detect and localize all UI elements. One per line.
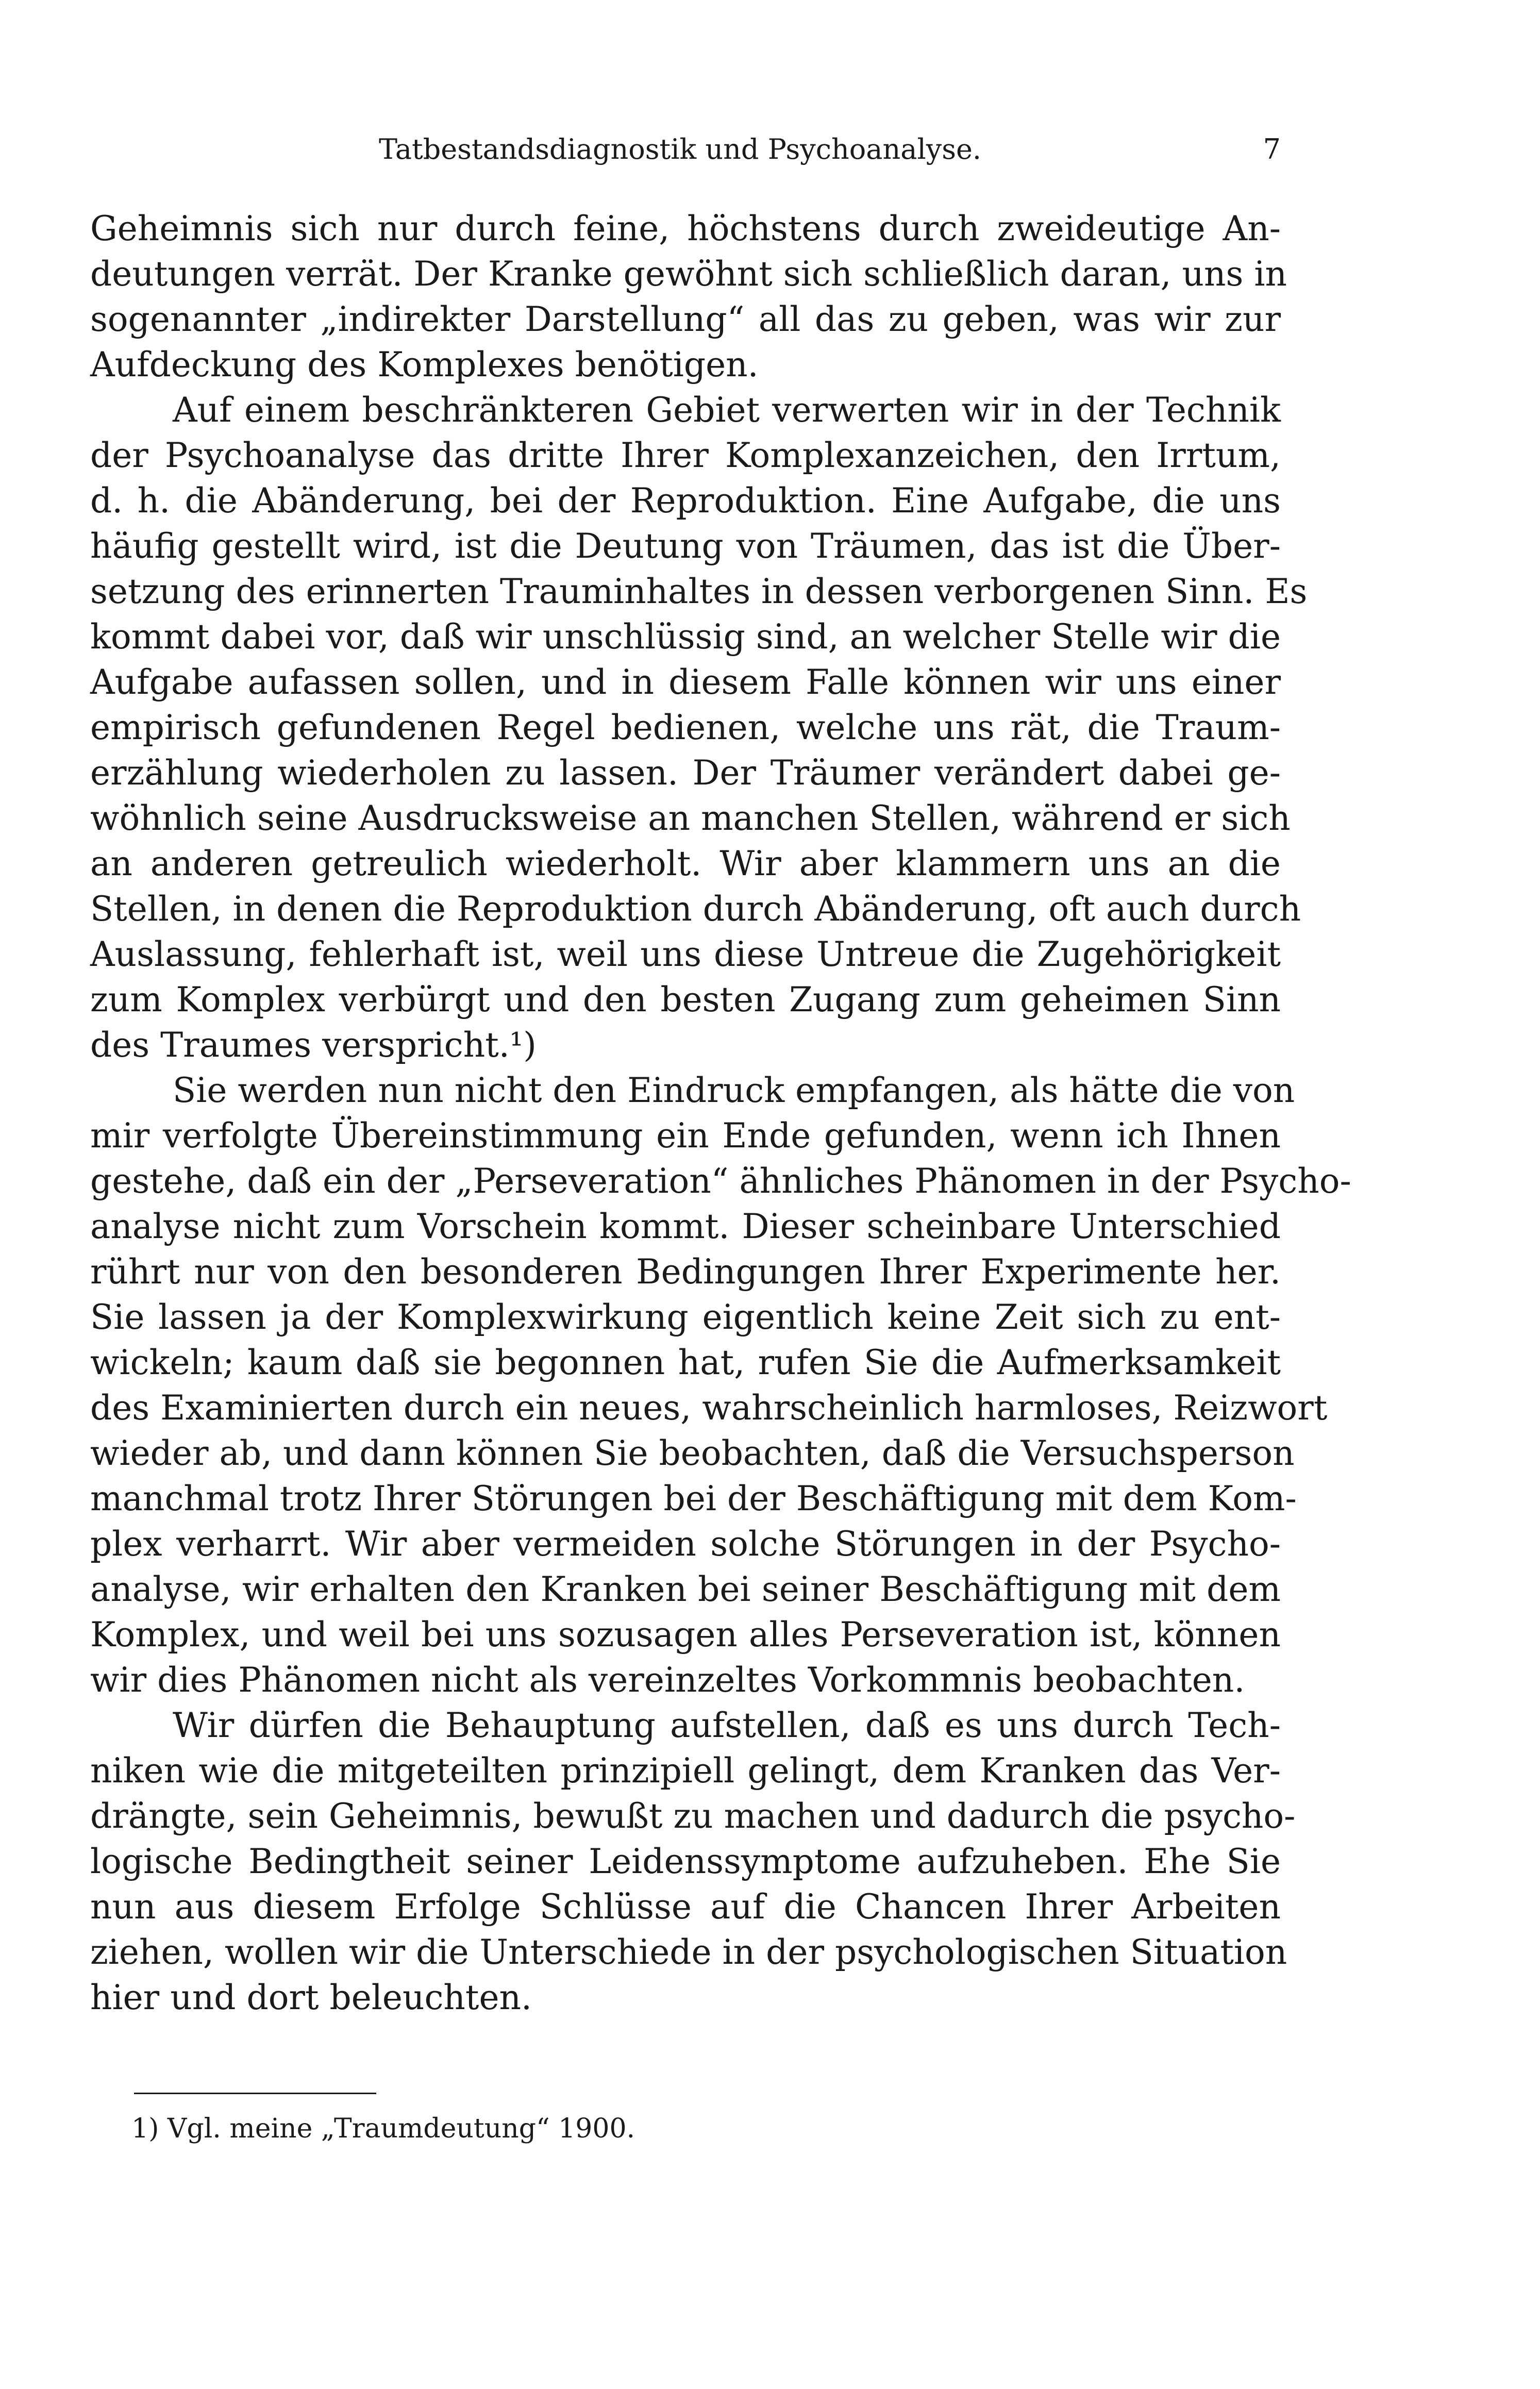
text-line: hier und dort beleuchten. xyxy=(90,1978,532,2017)
page-number: 7 xyxy=(1263,133,1281,165)
text-line: des Examinierten durch ein neues, wahrscheinlich harmloses, Reizwort xyxy=(90,1388,1328,1428)
text-line: zum Komplex verbürgt und den besten Zugang zum geheimen Sinn xyxy=(90,980,1281,1020)
text-line: manchmal trotz Ihrer Störungen bei der Beschäftigung mit dem Kom- xyxy=(90,1479,1297,1518)
text-line: Aufdeckung des Komplexes benötigen. xyxy=(90,345,759,385)
text-line: sogenannter „indirekter Darstellung“ all das zu geben, was wir zur xyxy=(90,299,1281,339)
footnote: 1) Vgl. meine „Traumdeutung“ 1900. xyxy=(131,2113,635,2144)
text-line: nun aus diesem Erfolge Schlüsse auf die Chancen Ihrer Arbeiten xyxy=(90,1887,1281,1927)
text-line: Komplex, und weil bei uns sozusagen alles Perseveration ist, können xyxy=(90,1615,1281,1655)
text-line: Sie werden nun nicht den Eindruck empfangen, als hätte die von xyxy=(173,1071,1295,1110)
text-line: wir dies Phänomen nicht als vereinzeltes Vorkommnis beobachten. xyxy=(90,1660,1245,1700)
body-text xyxy=(90,206,1351,2020)
text-line: Geheimnis sich nur durch feine, höchstens durch zweideutige An- xyxy=(90,209,1281,248)
text-line: Sie lassen ja der Komplexwirkung eigentlich keine Zeit sich zu ent- xyxy=(90,1297,1281,1337)
text-line: logische Bedingtheit seiner Leidenssymptome aufzuheben. Ehe Sie xyxy=(90,1842,1281,1881)
text-line: setzung des erinnerten Trauminhaltes in dessen verborgenen Sinn. Es xyxy=(90,572,1308,611)
text-line: empirisch gefundenen Regel bedienen, welche uns rät, die Traum- xyxy=(90,708,1281,747)
text-line: kommt dabei vor, daß wir unschlüssig sind, an welcher Stelle wir die xyxy=(90,617,1281,657)
running-header xyxy=(90,124,1281,175)
text-line: des Traumes verspricht.¹) xyxy=(90,1025,537,1065)
running-title: Tatbestandsdiagnostik und Psychoanalyse. xyxy=(379,133,982,165)
text-line: wieder ab, und dann können Sie beobachten, daß die Versuchsperson xyxy=(90,1433,1295,1473)
text-line: Wir dürfen die Behauptung aufstellen, daß es uns durch Tech- xyxy=(173,1706,1281,1745)
text-line: Stellen, in denen die Reproduktion durch Abänderung, oft auch durch xyxy=(90,889,1301,929)
text-line: analyse nicht zum Vorschein kommt. Dieser scheinbare Unterschied xyxy=(90,1207,1281,1246)
text-line: d. h. die Abänderung, bei der Reproduktion. Eine Aufgabe, die uns xyxy=(90,481,1281,521)
text-line: mir verfolgte Übereinstimmung ein Ende gefunden, wenn ich Ihnen xyxy=(90,1116,1281,1156)
text-line: drängte, sein Geheimnis, bewußt zu machen und dadurch die psycho- xyxy=(90,1796,1296,1836)
text-line: häufig gestellt wird, ist die Deutung von Träumen, das ist die Über- xyxy=(90,526,1281,566)
text-line: Auf einem beschränkteren Gebiet verwerten wir in der Technik xyxy=(173,390,1281,430)
text-line: wickeln; kaum daß sie begonnen hat, rufen Sie die Aufmerksamkeit xyxy=(90,1343,1281,1382)
text-line: deutungen verrät. Der Kranke gewöhnt sich schließlich daran, uns in xyxy=(90,254,1287,294)
text-line: gestehe, daß ein der „Perseveration“ ähnliches Phänomen in der Psycho- xyxy=(90,1161,1351,1201)
text-line: Auslassung, fehlerhaft ist, weil uns diese Untreue die Zugehörigkeit xyxy=(90,934,1281,974)
text-line: erzählung wiederholen zu lassen. Der Träumer verändert dabei ge- xyxy=(90,753,1281,793)
text-line: der Psychoanalyse das dritte Ihrer Komplexanzeichen, den Irrtum, xyxy=(90,436,1281,475)
text-line: plex verharrt. Wir aber vermeiden solche Störungen in der Psycho- xyxy=(90,1524,1281,1564)
text-line: analyse, wir erhalten den Kranken bei seiner Beschäftigung mit dem xyxy=(90,1569,1281,1609)
text-line: an anderen getreulich wiederholt. Wir aber klammern uns an die xyxy=(90,844,1281,883)
footnote-divider xyxy=(134,2093,376,2094)
text-line: wöhnlich seine Ausdrucksweise an manchen Stellen, während er sich xyxy=(90,798,1291,838)
text-line: Aufgabe aufassen sollen, und in diesem Falle können wir uns einer xyxy=(90,662,1281,702)
text-line: niken wie die mitgeteilten prinzipiell gelingt, dem Kranken das Ver- xyxy=(90,1751,1281,1791)
text-line: rührt nur von den besonderen Bedingungen Ihrer Experimente her. xyxy=(90,1252,1281,1292)
text-line: ziehen, wollen wir die Unterschiede in der psychologischen Situation xyxy=(90,1932,1287,1972)
